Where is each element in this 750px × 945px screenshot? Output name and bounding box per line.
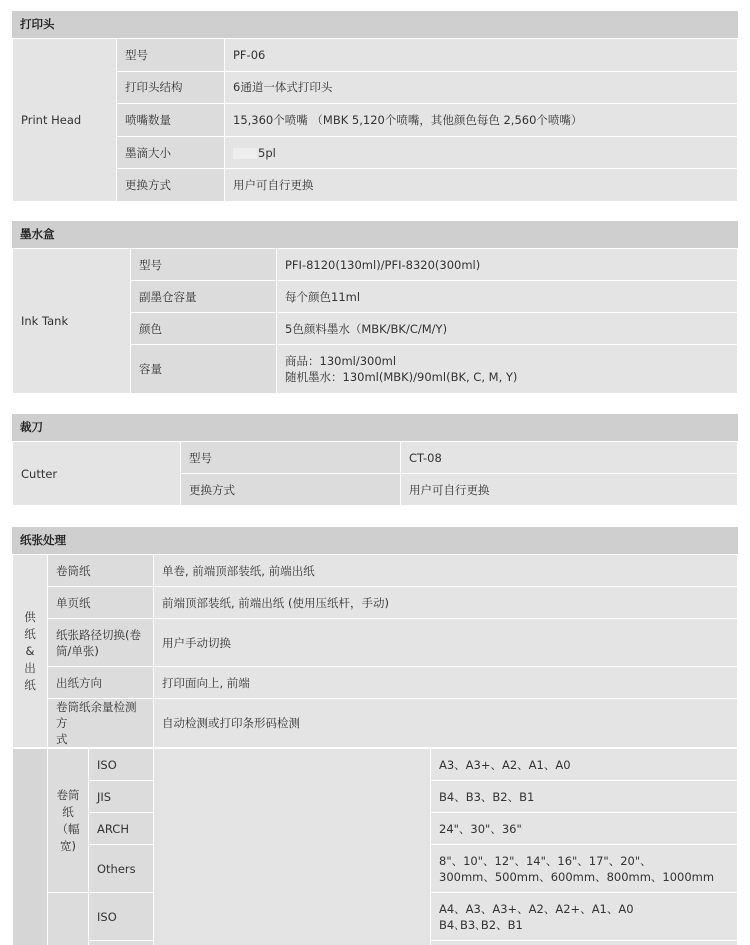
row-key: ISO [89,893,154,941]
row-key: 颜色 [131,313,277,345]
blank-column [154,749,431,945]
sheet-group-label [48,893,89,945]
row-value: 15,360个喷嘴 （MBK 5,120个喷嘴，其他颜色每色 2,560个喷嘴） [225,104,738,137]
table-row [13,749,738,781]
drop-size-value: 5pl [258,145,276,160]
row-key [48,699,154,748]
vertical-label-line: & [25,643,35,658]
row-key: 更换方式 [181,474,401,506]
row-value: 单卷, 前端顶部装纸, 前端出纸 [154,555,738,587]
vertical-label-line: 卷筒 [56,787,80,802]
value-line: B4､B3､B2、B1 [439,917,523,932]
table-row [13,699,738,748]
section-title: 墨水盒 [12,221,738,248]
section-title: 纸张处理 [12,527,738,554]
row-key: 墨滴大小 [117,136,225,169]
row-value: 24"、30"、36" [431,813,738,845]
row-key [89,941,154,945]
ink-tank-table [12,248,738,394]
vertical-label-line: 宽) [60,838,76,853]
row-value: 每个颜色11ml [277,281,738,313]
paper-handling-section [12,527,738,945]
table-row [13,169,738,202]
row-group-label: Cutter [13,442,181,506]
value-line: 300mm、500mm、600mm、800mm、1000mm [439,869,715,884]
print-head-section [12,11,738,202]
table-row [13,667,738,699]
row-key: 副墨仓容量 [131,281,277,313]
roll-width-group-label [48,749,89,893]
vertical-label-line: 纸 [62,804,74,819]
table-row [13,39,738,72]
paper-feed-table [12,554,738,748]
key-line: 筒/单张) [56,643,99,658]
row-key: 卷筒纸 [48,555,154,587]
table-row [13,587,738,619]
paper-size-table [12,748,738,945]
feed-group-label [13,555,48,748]
row-value: A3、A3+、A2、A1、A0 [431,749,738,781]
row-key: 更换方式 [117,169,225,202]
row-value [431,941,738,945]
table-row [13,555,738,587]
key-line: 式 [56,732,68,746]
row-value: CT-08 [401,442,738,474]
row-key: 型号 [117,39,225,72]
table-row [13,71,738,104]
cutter-table [12,441,738,506]
row-key [48,619,154,667]
section-title: 裁刀 [12,414,738,441]
section-title: 打印头 [12,11,738,38]
print-head-table [12,38,738,202]
row-value: PF-06 [225,39,738,72]
row-key: ISO [89,749,154,781]
row-value: 打印面向上, 前端 [154,667,738,699]
row-key: 出纸方向 [48,667,154,699]
value-line: 8"、10"、12"、14"、16"、17"、20"、 [439,853,652,868]
size-group-label [13,749,48,945]
row-key: 型号 [181,442,401,474]
row-value [225,136,738,169]
row-key: ARCH [89,813,154,845]
value-line: A4、A3、A3+、A2、A2+、A1、A0 [439,901,634,916]
row-key: JIS [89,781,154,813]
row-value: PFI-8120(130ml)/PFI-8320(300ml) [277,249,738,281]
row-key: Others [89,845,154,893]
row-value: 用户可自行更换 [225,169,738,202]
row-value [431,893,738,941]
roll-label-vertical [48,787,88,855]
key-line: 卷筒纸余量检测方 [56,700,137,730]
row-value: 用户可自行更换 [401,474,738,506]
row-value: 用户手动切换 [154,619,738,667]
table-row [13,442,738,474]
blurred-mark [233,148,257,159]
table-row [13,619,738,667]
row-value [277,345,738,394]
vertical-label-line: 纸 [24,626,36,641]
value-line: 商品：130ml/300ml [285,354,397,368]
row-key: 喷嘴数量 [117,104,225,137]
row-value: 6通道一体式打印头 [225,71,738,104]
row-key: 型号 [131,249,277,281]
vertical-label-line: （幅 [56,821,80,836]
value-line: 随机墨水：130ml(MBK)/90ml(BK, C, M, Y) [285,370,518,384]
row-value [431,845,738,893]
vertical-label-line: 出 [24,660,36,675]
row-key: 单页纸 [48,587,154,619]
row-value: 前端顶部装纸, 前端出纸 (使用压纸杆，手动) [154,587,738,619]
row-value: 5色颜料墨水（MBK/BK/C/M/Y) [277,313,738,345]
row-group-label: Print Head [13,39,117,202]
row-key: 容量 [131,345,277,394]
table-row [13,104,738,137]
key-line: 纸张路径切换(卷 [56,627,141,642]
row-group-label: Ink Tank [13,249,131,394]
row-value: B4、B3、B2、B1 [431,781,738,813]
vertical-label-line: 供 [24,609,36,624]
row-value: 自动检测或打印条形码检测 [154,699,738,748]
vertical-label-line: 纸 [24,677,36,692]
cutter-section [12,414,738,506]
row-key: 打印头结构 [117,71,225,104]
table-row [13,136,738,169]
ink-tank-section [12,221,738,394]
table-row [13,249,738,281]
feed-label-vertical [13,609,47,694]
